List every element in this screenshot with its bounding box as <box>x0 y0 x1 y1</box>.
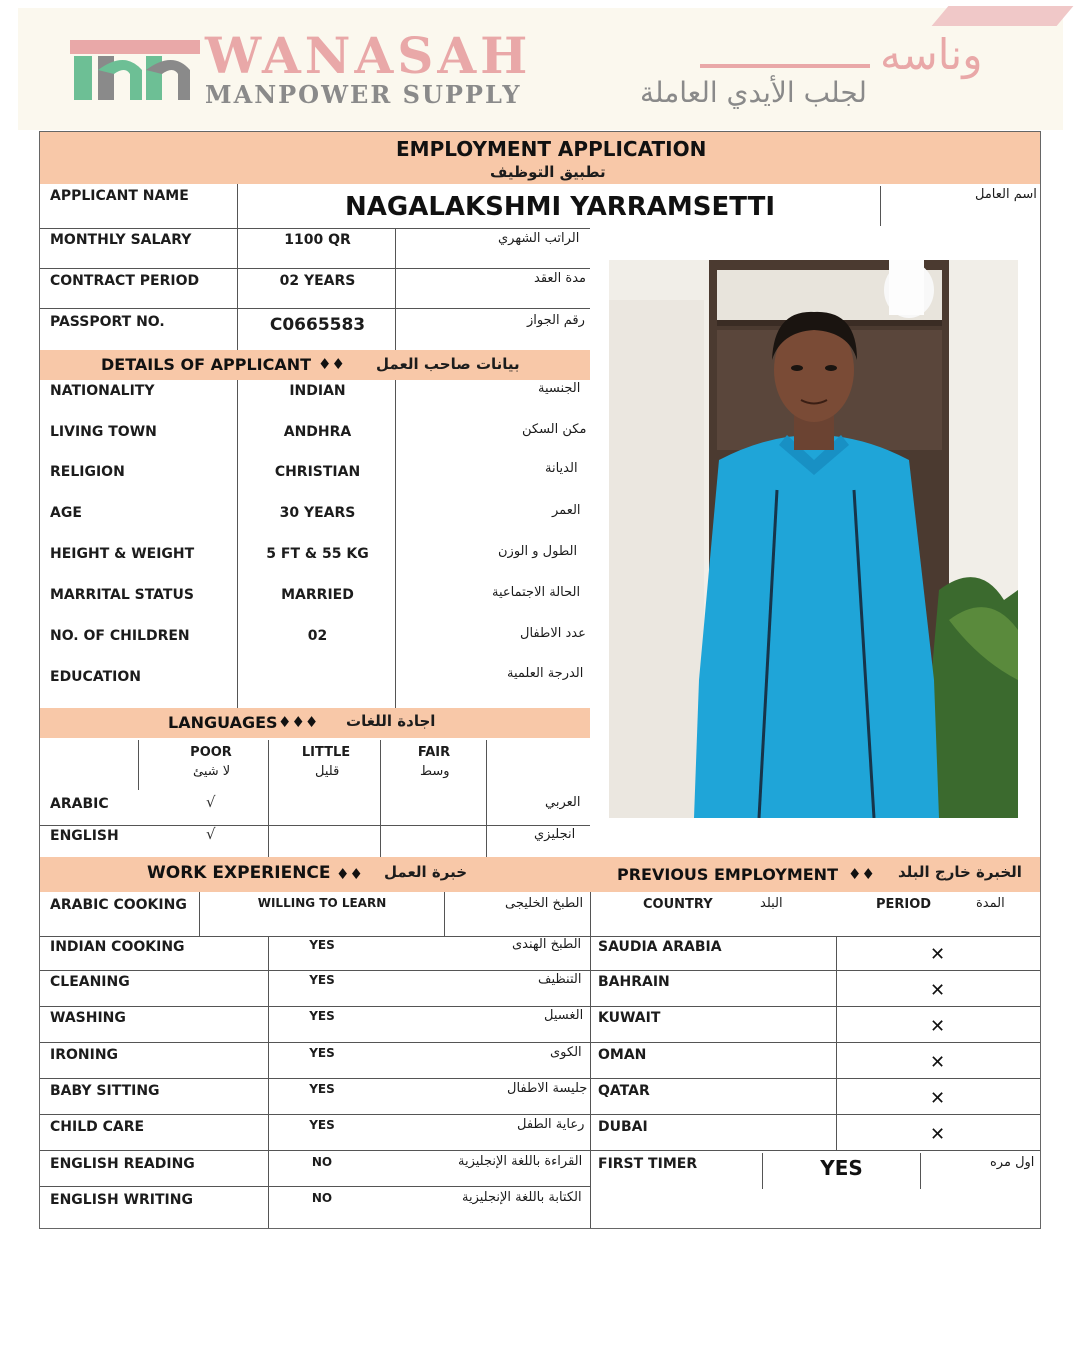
arabic-cooking-label-arabic: الطبخ الخليجى <box>505 896 584 911</box>
passport-label: PASSPORT NO. <box>50 314 165 330</box>
indian-cooking-value: YES <box>309 938 335 952</box>
bahrain-period-mark: ✕ <box>930 980 946 1001</box>
living-town-label-arabic: مكن السكن <box>522 422 587 437</box>
cleaning-label-arabic: التنظيف <box>538 972 582 987</box>
divider <box>40 1078 1040 1079</box>
english-reading-label: ENGLISH READING <box>50 1156 195 1172</box>
country-label-arabic: البلد <box>760 896 783 911</box>
divider <box>40 1006 1040 1007</box>
work-heading: WORK EXPERIENCE <box>147 863 331 883</box>
english-writing-value: NO <box>311 1191 333 1205</box>
divider <box>395 228 396 350</box>
contract-label: CONTRACT PERIOD <box>50 273 200 289</box>
languages-diamonds: ♦♦♦ <box>278 713 319 731</box>
indian-cooking-label-arabic: الطبخ الهندى <box>512 937 582 952</box>
divider <box>380 740 381 857</box>
qatar-period-mark: ✕ <box>930 1088 946 1109</box>
passport-value: C0665583 <box>269 315 366 335</box>
divider <box>444 892 445 936</box>
nationality-label-arabic: الجنسية <box>538 381 581 396</box>
height-weight-label-arabic: الطول و الوزن <box>498 544 578 559</box>
first-timer-label: FIRST TIMER <box>598 1156 698 1172</box>
divider <box>237 228 238 350</box>
level-little: LITTLE <box>301 745 351 760</box>
living-town-label: LIVING TOWN <box>50 424 157 440</box>
arabic-label-arabic: العربي <box>545 795 581 810</box>
details-heading: DETAILS OF APPLICANT <box>101 355 312 374</box>
country-kuwait: KUWAIT <box>598 1010 661 1026</box>
divider <box>486 740 487 857</box>
religion-label: RELIGION <box>50 464 125 480</box>
washing-label-arabic: الغسيل <box>544 1008 584 1023</box>
washing-value: YES <box>309 1009 335 1023</box>
english-writing-label: ENGLISH WRITING <box>50 1192 193 1208</box>
brand-line-decoration <box>700 64 870 68</box>
prev-heading-arabic: الخبرة خارج البلد <box>898 863 1022 881</box>
children-label-arabic: عدد الاطفال <box>520 626 586 641</box>
divider <box>395 380 396 708</box>
height-weight-value: 5 FT & 55 KG <box>266 546 369 562</box>
english-label-arabic: انجليزي <box>534 827 576 842</box>
indian-cooking-label: INDIAN COOKING <box>50 939 185 955</box>
contract-label-arabic: مدة العقد <box>534 271 586 286</box>
nationality-label: NATIONALITY <box>50 383 155 399</box>
cleaning-value: YES <box>309 973 335 987</box>
divider <box>237 380 238 708</box>
applicant-photo <box>609 260 1018 818</box>
age-value: 30 YEARS <box>279 505 356 521</box>
saudi-period-mark: ✕ <box>930 944 946 965</box>
divider <box>40 1150 1040 1151</box>
period-label-arabic: المدة <box>976 896 1005 911</box>
form-title: EMPLOYMENT APPLICATION <box>396 137 707 161</box>
contract-value: 02 YEARS <box>279 273 356 289</box>
applicant-name-label-arabic: اسم العامل <box>975 187 1037 202</box>
height-weight-label: HEIGHT & WEIGHT <box>50 546 195 562</box>
age-label-arabic: العمر <box>552 503 581 518</box>
arabic-cooking-value: WILLING TO LEARN <box>257 896 387 910</box>
arabic-cooking-label: ARABIC COOKING <box>50 897 187 913</box>
divider <box>237 184 238 228</box>
divider <box>40 308 590 309</box>
level-little-arabic: قليل <box>315 764 340 779</box>
oman-period-mark: ✕ <box>930 1052 946 1073</box>
period-label: PERIOD <box>876 897 932 912</box>
child-care-value: YES <box>309 1118 335 1132</box>
country-label: COUNTRY <box>643 897 713 912</box>
ironing-value: YES <box>309 1046 335 1060</box>
baby-sitting-label-arabic: جليسة الاطفال <box>507 1081 588 1096</box>
passport-label-arabic: رقم الجواز <box>527 313 585 328</box>
languages-heading: LANGUAGES <box>168 713 278 732</box>
salary-label-arabic: الراتب الشهري <box>498 231 580 246</box>
divider <box>836 936 837 1150</box>
first-timer-arabic: اول مره <box>990 1155 1035 1170</box>
nationality-value: INDIAN <box>289 383 346 399</box>
brand-name: WANASAH <box>205 26 532 85</box>
divider <box>138 740 139 790</box>
level-poor-arabic: لا شيئ <box>193 764 231 779</box>
form-title-arabic: تطبيق التوظيف <box>490 163 606 181</box>
divider <box>40 1114 1040 1115</box>
divider <box>40 228 590 229</box>
english-reading-label-arabic: القراءة باللغة الإنجليزية <box>458 1154 583 1169</box>
cleaning-label: CLEANING <box>50 974 130 990</box>
arabic-poor-check: √ <box>206 793 216 811</box>
english-poor-check: √ <box>206 825 216 843</box>
age-label: AGE <box>50 505 82 521</box>
divider <box>40 970 1040 971</box>
ironing-label: IRONING <box>50 1047 119 1063</box>
work-diamonds: ♦♦ <box>336 865 363 883</box>
ironing-label-arabic: الكوى <box>550 1045 582 1060</box>
baby-sitting-label: BABY SITTING <box>50 1083 160 1099</box>
divider <box>268 936 269 1228</box>
dubai-period-mark: ✕ <box>930 1124 946 1145</box>
salary-label: MONTHLY SALARY <box>50 232 192 248</box>
divider <box>40 1186 590 1187</box>
divider <box>40 268 590 269</box>
country-qatar: QATAR <box>598 1083 650 1099</box>
tagline-arabic: لجلب الأيدي العاملة <box>640 76 867 109</box>
religion-label-arabic: الديانة <box>545 461 578 476</box>
baby-sitting-value: YES <box>309 1082 335 1096</box>
level-fair: FAIR <box>417 745 451 760</box>
living-town-value: ANDHRA <box>283 424 352 440</box>
english-reading-value: NO <box>311 1155 333 1169</box>
level-poor: POOR <box>190 745 232 760</box>
divider <box>199 892 200 936</box>
prev-heading: PREVIOUS EMPLOYMENT <box>617 865 838 884</box>
children-value: 02 <box>307 628 328 644</box>
marital-status-value: MARRIED <box>281 587 354 603</box>
marital-status-label-arabic: الحالة الاجتماعية <box>492 585 581 600</box>
education-label: EDUCATION <box>50 669 141 685</box>
divider <box>590 892 591 1228</box>
logo-mark <box>70 40 200 102</box>
children-label: NO. OF CHILDREN <box>50 628 190 644</box>
tagline: MANPOWER SUPPLY <box>205 80 522 109</box>
divider <box>880 186 881 226</box>
divider <box>40 936 1040 937</box>
child-care-label: CHILD CARE <box>50 1119 145 1135</box>
arabic-label: ARABIC <box>50 796 109 812</box>
level-fair-arabic: وسط <box>420 764 450 779</box>
divider <box>40 1042 1040 1043</box>
english-label: ENGLISH <box>50 828 119 844</box>
kuwait-period-mark: ✕ <box>930 1016 946 1037</box>
country-oman: OMAN <box>598 1047 647 1063</box>
first-timer-value: YES <box>820 1156 863 1180</box>
religion-value: CHRISTIAN <box>274 464 361 480</box>
english-writing-label-arabic: الكتابة باللغة الإنجليزية <box>462 1190 582 1205</box>
country-bahrain: BAHRAIN <box>598 974 670 990</box>
salary-value: 1100 QR <box>284 232 351 248</box>
applicant-name: NAGALAKSHMI YARRAMSETTI <box>345 192 775 222</box>
divider <box>40 825 590 826</box>
country-saudi: SAUDIA ARABIA <box>598 939 722 955</box>
letterhead-corner <box>932 6 1074 26</box>
details-heading-arabic: بيانات صاحب العمل <box>376 355 520 373</box>
country-dubai: DUBAI <box>598 1119 648 1135</box>
work-heading-arabic: خبرة العمل <box>384 863 468 881</box>
child-care-label-arabic: رعاية الطفل <box>517 1117 585 1132</box>
details-diamonds: ♦♦ <box>318 355 345 373</box>
applicant-name-label: APPLICANT NAME <box>50 188 189 204</box>
divider <box>920 1153 921 1189</box>
education-label-arabic: الدرجة العلمية <box>507 666 584 681</box>
divider <box>268 740 269 857</box>
washing-label: WASHING <box>50 1010 126 1026</box>
marital-status-label: MARRITAL STATUS <box>50 587 194 603</box>
prev-diamonds: ♦♦ <box>848 865 875 883</box>
languages-heading-arabic: اجادة اللغات <box>346 712 436 730</box>
brand-name-arabic: وناسه <box>880 30 983 79</box>
